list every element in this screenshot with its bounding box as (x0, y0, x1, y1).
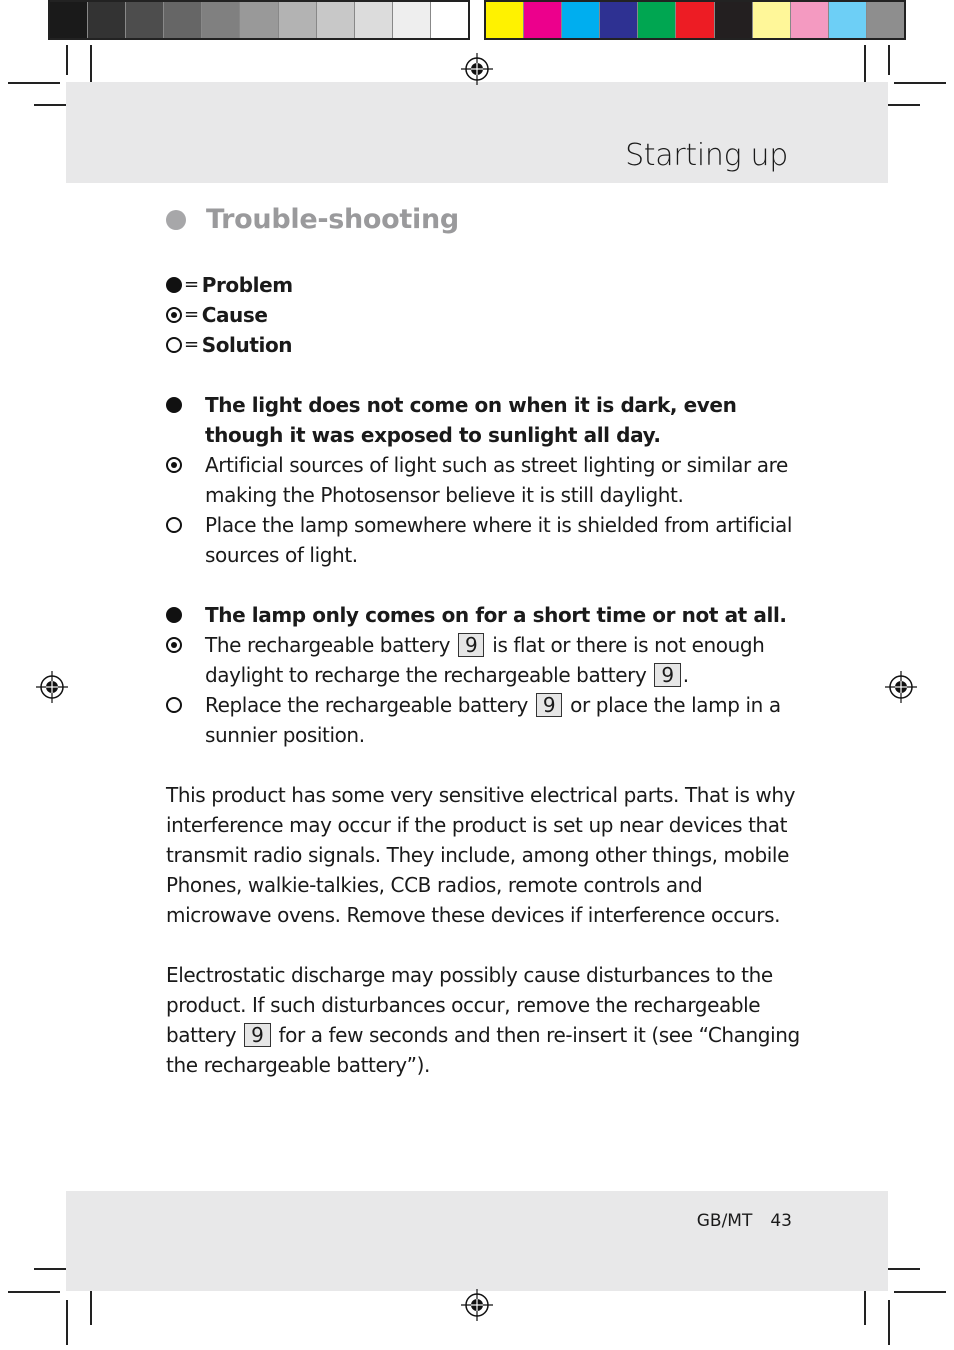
solution-icon (166, 517, 182, 533)
crop-mark (864, 45, 866, 85)
color-swatch (279, 2, 317, 38)
color-swatch (600, 2, 638, 38)
page-footer (697, 1211, 792, 1231)
cause-row (166, 450, 806, 510)
color-swatch (355, 2, 393, 38)
color-swatch (50, 2, 88, 38)
solution-icon (166, 697, 182, 713)
color-swatch (829, 2, 867, 38)
problem-icon (166, 277, 182, 293)
cause-icon (166, 307, 182, 323)
interference-paragraph: This product has some very sensitive electrical parts. That is why interference may occur if the product is set up near devices that transmit radio signals. They include, among other things, mobile Phones, walkie-talkies, CCB radios, remote controls and microwave ovens. Remove these devices if interference occurs. (166, 783, 796, 927)
crop-mark (888, 1300, 890, 1345)
crop-mark (66, 1300, 68, 1345)
legend-label-solution: Solution (201, 333, 293, 357)
problem-icon (166, 397, 182, 413)
color-swatch (753, 2, 791, 38)
problem-icon (166, 607, 182, 623)
color-swatch (715, 2, 753, 38)
legend-problem (166, 270, 806, 300)
color-swatch (486, 2, 524, 38)
registration-mark-icon (461, 53, 493, 85)
solution-row (166, 510, 806, 570)
color-swatch (88, 2, 126, 38)
legend-cause (166, 300, 806, 330)
solution-text: Place the lamp somewhere where it is shielded from artificial sources of light. (205, 513, 793, 567)
problem-row (166, 390, 806, 450)
solution-row (166, 690, 806, 750)
main-content (166, 270, 806, 1080)
color-swatch (393, 2, 431, 38)
equals-sign: = (184, 274, 199, 295)
registration-mark-icon (461, 1289, 493, 1321)
part-reference: 9 (244, 1023, 270, 1047)
color-swatch (676, 2, 714, 38)
color-swatch (431, 2, 468, 38)
electrostatic-paragraph: Electrostatic discharge may possibly cause disturbances to the product. If such disturbances occur, remove the rechargeable battery 9 for a few seconds and then re-insert it (see “Changing the rechargeable battery”). (166, 963, 800, 1077)
color-swatch (164, 2, 202, 38)
crop-mark (864, 1285, 866, 1325)
color-swatch (126, 2, 164, 38)
cause-icon (166, 637, 182, 653)
legend-label-cause: Cause (201, 303, 268, 327)
part-reference: 9 (654, 663, 680, 687)
footer-band (66, 1191, 888, 1291)
crop-mark (888, 45, 890, 75)
crop-mark (8, 82, 60, 84)
crop-mark (90, 45, 92, 85)
registration-mark-icon (885, 671, 917, 703)
section-title: Trouble-shooting (206, 204, 459, 235)
equals-sign: = (184, 334, 199, 355)
part-reference: 9 (536, 693, 562, 717)
page-title: Starting up (625, 138, 788, 173)
color-swatch (791, 2, 829, 38)
crop-mark (894, 82, 946, 84)
color-swatch (524, 2, 562, 38)
color-swatch (202, 2, 240, 38)
cause-icon (166, 457, 182, 473)
footer-region: GB/MT (696, 1211, 753, 1231)
problem-text: The light does not come on when it is dark, even though it was exposed to sunlight all day. (205, 393, 737, 447)
process-color-bar (484, 0, 906, 40)
registration-mark-icon (36, 671, 68, 703)
bullet-icon (166, 210, 186, 230)
color-swatch (638, 2, 676, 38)
crop-mark (894, 1291, 946, 1293)
color-swatch (867, 2, 904, 38)
cause-text: The rechargeable battery 9 is flat or there is not enough daylight to recharge the rechargeable battery 9 . (205, 633, 765, 687)
section-heading (166, 204, 459, 235)
legend-label-problem: Problem (201, 273, 293, 297)
color-swatch (317, 2, 355, 38)
crop-mark (66, 45, 68, 75)
legend-solution (166, 330, 806, 360)
crop-mark (90, 1285, 92, 1325)
cause-row (166, 630, 806, 690)
solution-text: Replace the rechargeable battery 9 or place the lamp in a sunnier position. (205, 693, 781, 747)
cause-text: Artificial sources of light such as street lighting or similar are making the Photosensor believe it is still daylight. (205, 453, 788, 507)
equals-sign: = (184, 304, 199, 325)
problem-row (166, 600, 806, 630)
solution-icon (166, 337, 182, 353)
color-swatch (562, 2, 600, 38)
color-swatch (240, 2, 278, 38)
crop-mark (8, 1291, 60, 1293)
grayscale-color-bar (48, 0, 470, 40)
page-number: 43 (770, 1211, 792, 1231)
problem-text: The lamp only comes on for a short time or not at all. (205, 603, 787, 627)
part-reference: 9 (458, 633, 484, 657)
